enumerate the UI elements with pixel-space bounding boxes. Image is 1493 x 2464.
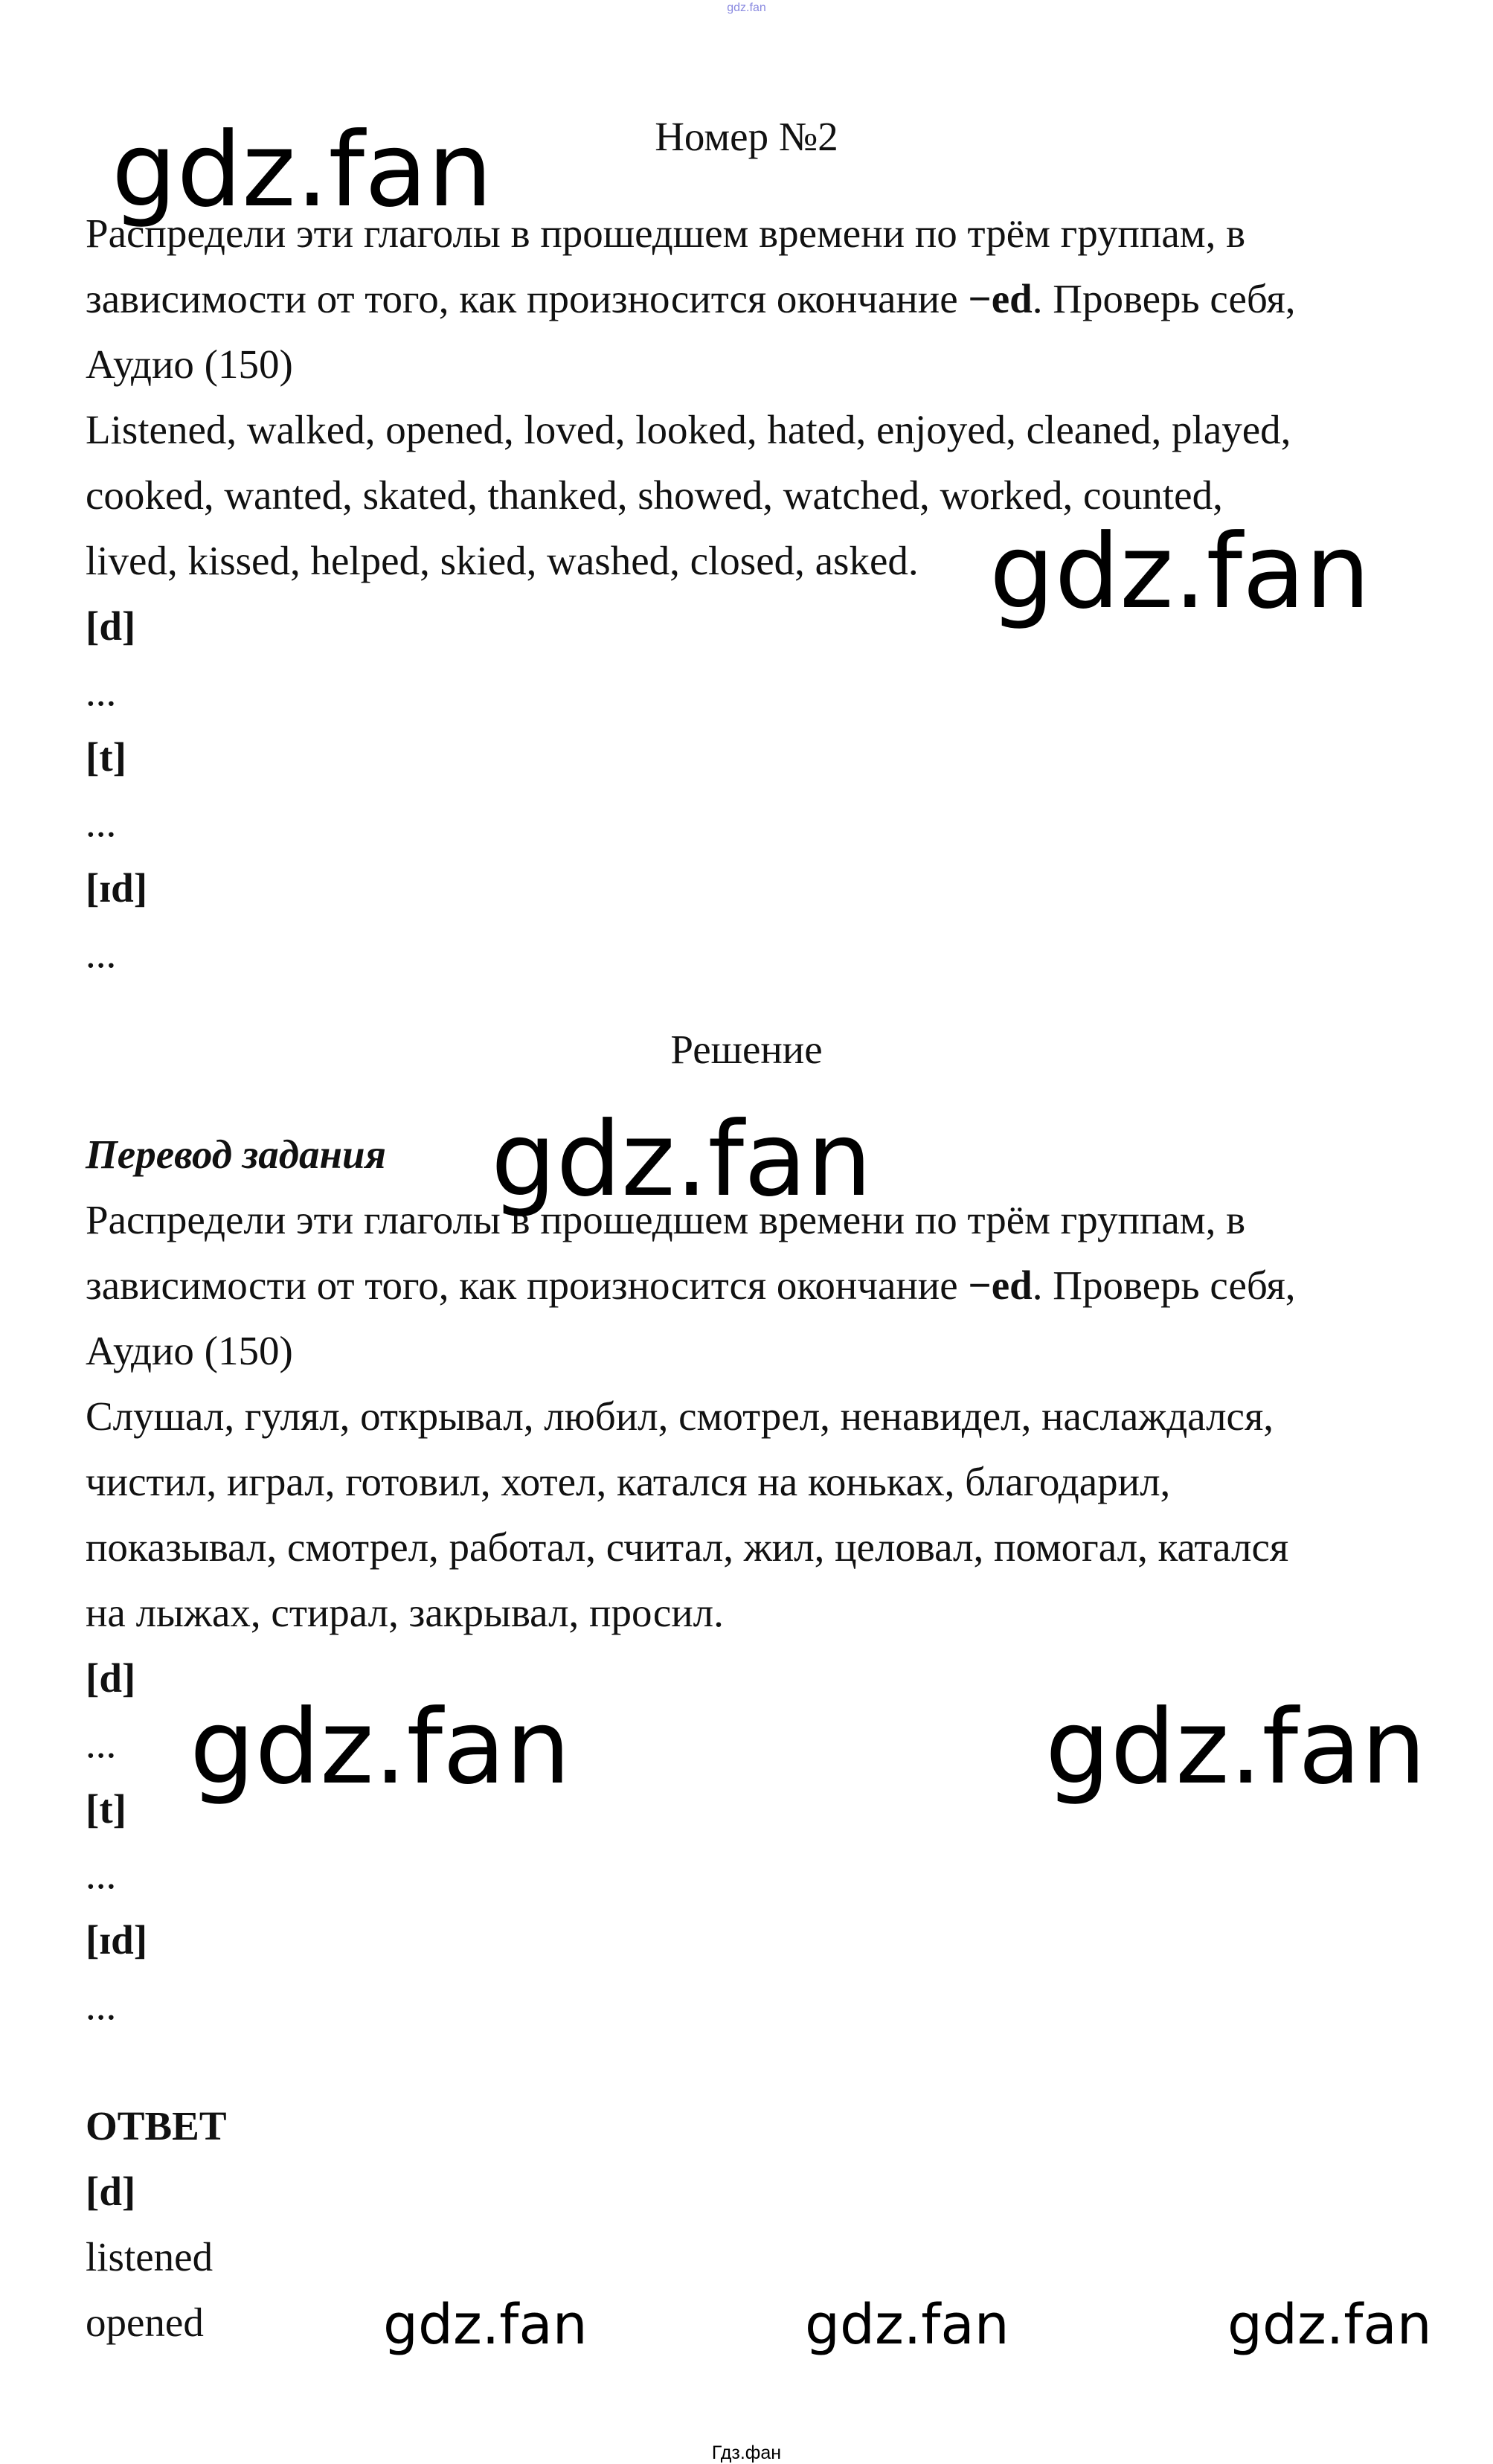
translated-verbs-line: чистил, играл, готовил, хотел, катался на коньках, благодарил, bbox=[86, 1459, 1171, 1504]
page-title: Номер №2 bbox=[655, 114, 838, 159]
answer-item: opened bbox=[86, 2300, 204, 2345]
task-text-line: Распредели эти глаголы в прошедшем времени по трём группам, в bbox=[86, 211, 1246, 256]
watermark: gdz.fan bbox=[491, 1100, 873, 1219]
task-text-part: . Проверь себя, bbox=[1032, 276, 1296, 321]
group-label-id: [ɪd] bbox=[86, 865, 148, 911]
group-label-d: [d] bbox=[86, 603, 136, 649]
translated-verbs-line: Слушал, гулял, открывал, любил, смотрел, ненавидел, наслаждался, bbox=[86, 1393, 1274, 1439]
translation-text-line: Аудио (150) bbox=[86, 1328, 293, 1373]
watermark: gdz.fan bbox=[989, 512, 1371, 632]
translated-verbs-line: на лыжах, стирал, закрывал, просил. bbox=[86, 1590, 724, 1635]
task-text-part: зависимости от того, как произносится окончание bbox=[86, 276, 969, 321]
solution-heading: Решение bbox=[670, 1027, 823, 1072]
answer-group-label-d: [d] bbox=[86, 2169, 136, 2214]
verb-list-line: lived, kissed, helped, skied, washed, closed, asked. bbox=[86, 538, 919, 583]
answer-item: listened bbox=[86, 2234, 213, 2279]
watermark: gdz.fan bbox=[1227, 2293, 1432, 2357]
task-text-line: Аудио (150) bbox=[86, 341, 293, 387]
footer-label: Гдз.фан bbox=[711, 2442, 782, 2463]
header-watermark: gdz.fan bbox=[727, 1, 766, 14]
translation-heading: Перевод задания bbox=[86, 1132, 386, 1177]
task-text-line bbox=[86, 266, 1296, 332]
group-placeholder: ... bbox=[86, 800, 117, 845]
watermark: gdz.fan bbox=[805, 2293, 1009, 2357]
translated-verbs-line: показывал, смотрел, работал, считал, жил, целовал, помогал, катался bbox=[86, 1524, 1289, 1570]
group-placeholder: ... bbox=[86, 1852, 117, 1897]
watermark: gdz.fan bbox=[190, 1687, 571, 1807]
group-placeholder: ... bbox=[86, 1983, 117, 2028]
group-label-id: [ɪd] bbox=[86, 1917, 148, 1963]
group-placeholder: ... bbox=[86, 931, 117, 976]
translation-text-line: Распредели эти глаголы в прошедшем времени по трём группам, в bbox=[86, 1197, 1246, 1242]
verb-list-line: cooked, wanted, skated, thanked, showed, watched, worked, counted, bbox=[86, 472, 1223, 518]
ending-highlight: −ed bbox=[968, 276, 1033, 321]
ending-highlight: −ed bbox=[968, 1263, 1033, 1308]
verb-list-line: Listened, walked, opened, loved, looked, hated, enjoyed, cleaned, played, bbox=[86, 407, 1291, 452]
group-placeholder: ... bbox=[86, 1721, 117, 1766]
translation-text-line bbox=[86, 1253, 1296, 1318]
translation-text-part: зависимости от того, как произносится окончание bbox=[86, 1263, 969, 1308]
watermark: gdz.fan bbox=[112, 110, 493, 230]
group-label-t: [t] bbox=[86, 734, 126, 780]
group-label-d: [d] bbox=[86, 1655, 136, 1701]
answer-heading: ОТВЕТ bbox=[86, 2103, 227, 2149]
watermark: gdz.fan bbox=[383, 2293, 588, 2357]
group-label-t: [t] bbox=[86, 1786, 126, 1832]
watermark: gdz.fan bbox=[1045, 1687, 1427, 1807]
group-placeholder: ... bbox=[86, 669, 117, 714]
translation-text-part: . Проверь себя, bbox=[1032, 1263, 1296, 1308]
